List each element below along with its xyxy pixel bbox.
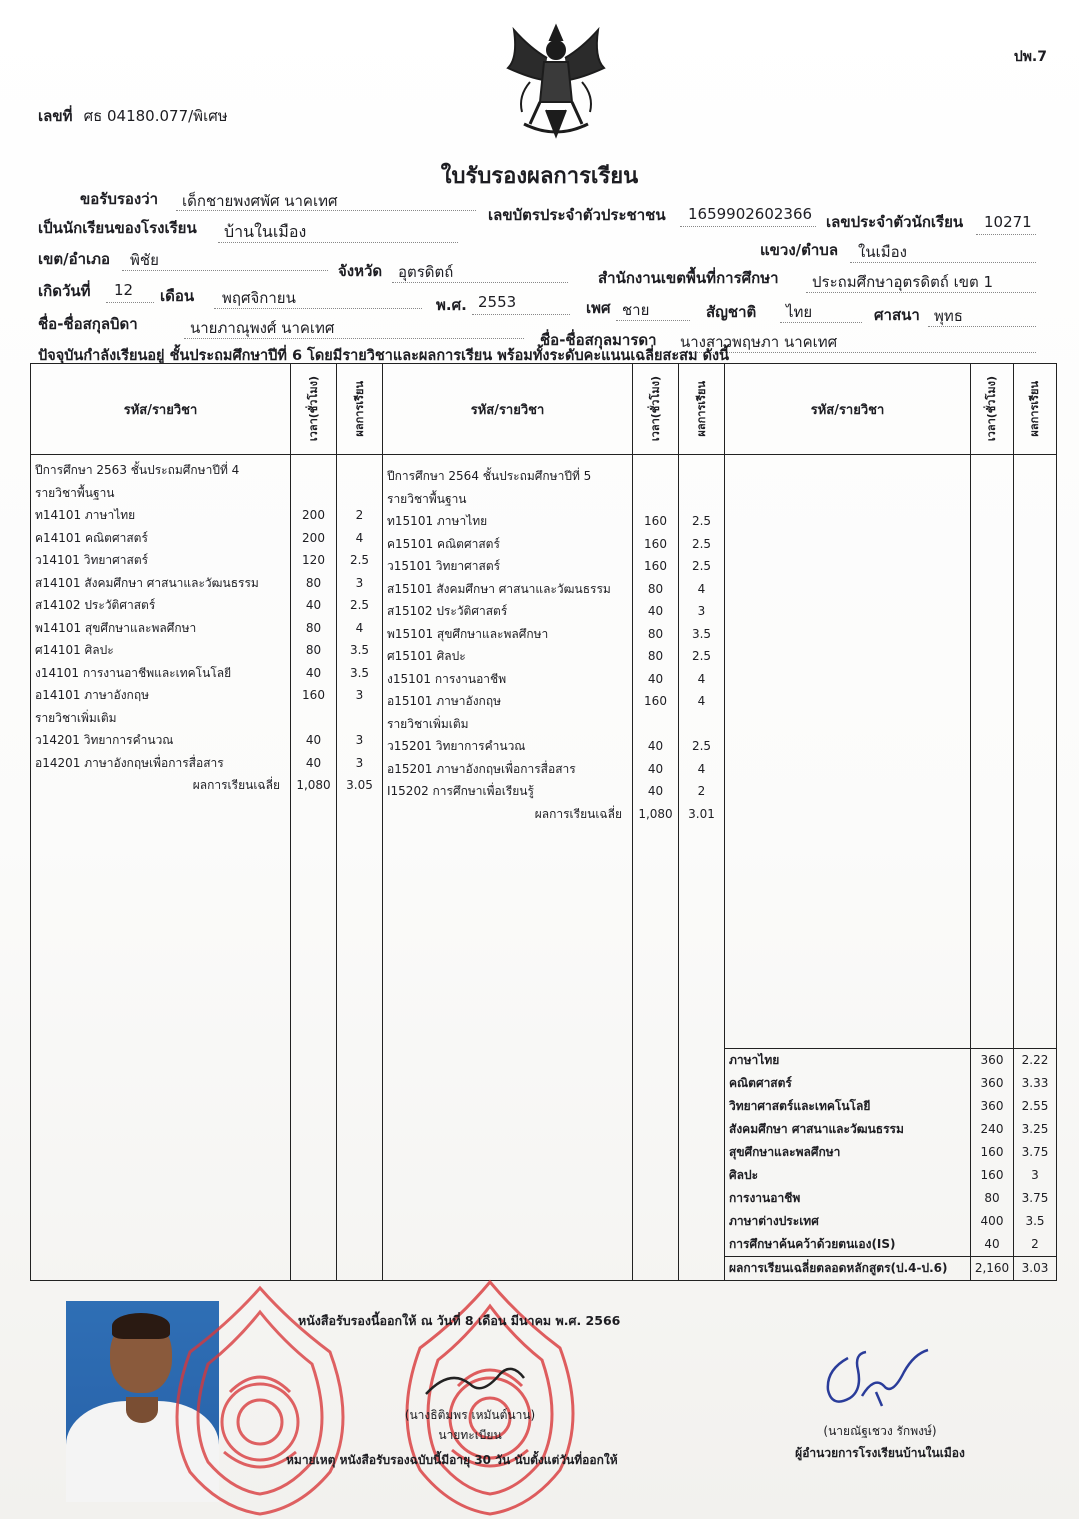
current-status: ปัจจุบันกำลังเรียนอยู่ ชั้นประถมศึกษาปีที่ 6 โดยมีรายวิชาและผลการเรียน พร้อมทั้งระดับคะแนนเฉลี่ยสะสม ดังนี้ [38, 348, 730, 364]
school-value: บ้านในเมือง [224, 222, 307, 241]
religion-label: ศาสนา [874, 306, 920, 324]
average-label: ผลการเรียนเฉลี่ย [192, 778, 280, 792]
area-office-label: สำนักงานเขตพื้นที่การศึกษา [598, 269, 779, 287]
summary-hours: 160 [980, 1145, 1004, 1159]
summary-grade: 3.75 [1021, 1191, 1049, 1205]
subject-name: รายวิชาเพิ่มเติม [35, 710, 117, 725]
birth-year-label: พ.ศ. [436, 296, 467, 314]
subject-grade: 3 [355, 688, 364, 702]
subject-grade: 2.5 [691, 739, 712, 753]
sex-value: ชาย [622, 301, 650, 319]
subject-grade [337, 707, 382, 730]
summary-subject: สังคมศึกษา ศาสนาและวัฒนธรรม [729, 1122, 904, 1136]
subject-name: อ14101 ภาษาอังกฤษ [35, 688, 149, 702]
col-hours-header: เวลา(ชั่วโมง) [306, 376, 320, 442]
garuda-emblem-icon [500, 18, 612, 146]
subject-name: ว15201 วิทยาการคำนวณ [387, 739, 526, 753]
subject-name: รายวิชาพื้นฐาน [35, 485, 115, 500]
issued-date: หนังสือรับรองนี้ออกให้ ณ วันที่ 8 เดือน มีนาคม พ.ศ. 2566 [298, 1313, 621, 1328]
subject-name: I15202 การศึกษาเพื่อเรียนรู้ [387, 784, 534, 798]
col-hours-header: เวลา(ชั่วโมง) [985, 376, 998, 442]
summary-hours: 40 [984, 1237, 1000, 1251]
year4-hours [291, 455, 337, 1281]
col-hours-header: เวลา(ชั่วโมง) [648, 376, 662, 442]
summary-hours: 400 [980, 1214, 1004, 1228]
summary-grade: 3.75 [1021, 1145, 1049, 1159]
subject-hours: 160 [644, 514, 667, 528]
subject-hours: 40 [647, 739, 664, 753]
subject-grade: 3 [355, 755, 364, 770]
subject-grade [679, 488, 724, 511]
subject-hours: 80 [647, 649, 664, 663]
subject-grade: 3.5 [691, 626, 712, 641]
spacer [679, 465, 724, 488]
subject-hours: 200 [302, 508, 325, 522]
subject-name: ว14201 วิทยาการคำนวณ [35, 733, 174, 747]
subject-hours [291, 707, 336, 730]
average-label: ผลการเรียนเฉลี่ย [534, 806, 622, 821]
subject-grade: 4 [697, 694, 706, 708]
year6-subjects [725, 455, 971, 1281]
subject-name: อ15201 ภาษาอังกฤษเพื่อการสื่อสาร [387, 761, 576, 776]
nationality-value: ไทย [786, 303, 813, 321]
subject-grade: 3 [697, 604, 706, 618]
mother-label: ชื่อ-ชื่อสกุลมารดา [540, 331, 657, 349]
subject-grade: 4 [697, 581, 706, 596]
subject-hours [633, 488, 678, 511]
subject-name: ส14101 สังคมศึกษา ศาสนาและวัฒนธรรม [35, 575, 259, 590]
grades-table [30, 363, 1057, 1281]
subject-grade: 3.5 [349, 643, 370, 657]
form-code: ปพ.7 [1013, 49, 1047, 65]
director-name: (นายณัฐเชวง รักพงษ์) [823, 1424, 937, 1438]
subject-hours: 160 [302, 688, 325, 702]
subject-hours: 160 [644, 694, 667, 708]
summary-grades [1014, 455, 1057, 1281]
subject-name: อ15101 ภาษาอังกฤษ [387, 694, 501, 708]
overall-label: ผลการเรียนเฉลี่ยตลอดหลักสูตร(ป.4-ป.6) [729, 1261, 948, 1275]
birth-month-label: เดือน [160, 287, 195, 305]
subject-name: ท15101 ภาษาไทย [387, 514, 488, 528]
subject-hours: 120 [302, 553, 325, 567]
subject-name: พ15101 สุขศึกษาและพลศึกษา [387, 626, 549, 641]
subject-hours: 160 [644, 536, 667, 551]
summary-subject: การศึกษาค้นคว้าด้วยตนเอง(IS) [729, 1237, 896, 1251]
year5-subjects [383, 455, 633, 1281]
subject-name: ส15102 ประวัติศาสตร์ [387, 604, 508, 618]
subject-name: รายวิชาพื้นฐาน [387, 491, 467, 506]
certify-label: ขอรับรองว่า [80, 190, 159, 208]
director-title: ผู้อำนวยการโรงเรียนบ้านในเมือง [795, 1446, 965, 1460]
average-hours: 1,080 [296, 778, 331, 792]
subject-grade: 3.5 [349, 665, 370, 680]
subject-hours: 80 [305, 643, 322, 657]
spacer [633, 465, 678, 488]
subject-grade: 4 [697, 671, 706, 686]
year-heading: ปีการศึกษา 2564 ชั้นประถมศึกษาปีที่ 5 [387, 469, 592, 483]
subject-hours: 200 [302, 530, 325, 545]
subject-grade: 3 [355, 575, 364, 590]
summary-grade: 3.25 [1021, 1122, 1049, 1136]
col-grade-header: ผลการเรียน [352, 381, 366, 437]
doc-number [38, 104, 228, 128]
nationality-label: สัญชาติ [706, 303, 757, 321]
subdistrict-label: แขวง/ตำบล [760, 241, 839, 259]
subject-hours [291, 482, 336, 505]
subject-hours: 40 [647, 784, 664, 798]
subject-grade: 2.5 [349, 598, 370, 612]
subject-grade: 2 [355, 508, 364, 522]
subject-name: ส15101 สังคมศึกษา ศาสนาและวัฒนธรรม [387, 581, 611, 596]
subject-hours: 40 [647, 604, 664, 618]
summary-subject: วิทยาศาสตร์และเทคโนโลยี [729, 1099, 871, 1113]
col-subject-header: รหัส/รายวิชา [725, 364, 971, 455]
subject-hours: 40 [305, 598, 322, 612]
school-label: เป็นนักเรียนของโรงเรียน [38, 219, 197, 237]
subject-hours: 80 [305, 575, 322, 590]
summary-subject: คณิตศาสตร์ [729, 1076, 792, 1090]
area-office-value: ประถมศึกษาอุตรดิตถ์ เขต 1 [812, 273, 994, 291]
subject-grade: 2.5 [349, 553, 370, 567]
summary-grade: 2 [1031, 1237, 1039, 1251]
subject-hours: 80 [647, 581, 664, 596]
col-subject-header: รหัส/รายวิชา [383, 364, 633, 455]
student-name: เด็กชายพงศพัศ นาคเทศ [182, 192, 338, 210]
summary-grade: 2.22 [1021, 1053, 1049, 1067]
summary-grade: 3 [1031, 1168, 1039, 1182]
subject-name: ค15101 คณิตศาสตร์ [387, 536, 500, 551]
registrar-title: นายทะเบียน [438, 1428, 502, 1442]
year5-grades [679, 455, 725, 1281]
summary-subject: ภาษาต่างประเทศ [729, 1214, 819, 1228]
average-grade: 3.01 [688, 806, 715, 821]
subject-grade: 3 [355, 733, 364, 747]
summary-subject: ศิลปะ [729, 1168, 759, 1182]
subject-grade: 2.5 [691, 514, 712, 528]
subject-hours: 40 [305, 733, 322, 747]
table-body-row [31, 455, 1057, 1281]
father-label: ชื่อ-ชื่อสกุลบิดา [38, 315, 138, 333]
subject-name: ง14101 การงานอาชีพและเทคโนโลยี [35, 665, 232, 680]
summary-hours: 360 [980, 1076, 1004, 1090]
mother-value: นางสาวพฤษภา นาคเทศ [680, 333, 838, 351]
subject-hours: 80 [305, 620, 322, 635]
subject-name: ศ14101 ศิลปะ [35, 643, 114, 657]
registrar-name: (นางธิติมพร เหมันต์นาน) [404, 1408, 536, 1422]
director-signature-icon [818, 1346, 934, 1416]
id-card-value: 1659902602366 [688, 205, 813, 223]
year-heading: ปีการศึกษา 2563 ชั้นประถมศึกษาปีที่ 4 [35, 463, 240, 477]
subject-hours: 40 [647, 671, 664, 686]
col-grade-header: ผลการเรียน [1028, 381, 1041, 437]
birth-day-label: เกิดวันที่ [38, 282, 91, 300]
student-id-label: เลขประจำตัวนักเรียน [826, 213, 964, 231]
subject-name: ศ15101 ศิลปะ [387, 649, 466, 663]
subject-name: อ14201 ภาษาอังกฤษเพื่อการสื่อสาร [35, 755, 224, 770]
summary-grade: 2.55 [1021, 1099, 1049, 1113]
overall-grade: 3.03 [1021, 1261, 1049, 1275]
summary-subject: ภาษาไทย [729, 1053, 780, 1067]
religion-value: พุทธ [934, 307, 963, 325]
summary-grade: 3.33 [1021, 1076, 1049, 1090]
year4-subjects [31, 455, 291, 1281]
average-hours: 1,080 [638, 806, 673, 821]
validity-note: หมายเหตุ หนังสือรับรองฉบับนี้มีอายุ 30 วัน นับตั้งแต่วันที่ออกให้ [286, 1453, 618, 1467]
subject-grade: 4 [355, 620, 364, 635]
subject-hours: 160 [644, 559, 667, 573]
student-id-value: 10271 [984, 213, 1032, 231]
overall-hours: 2,160 [974, 1261, 1010, 1275]
col-subject-header: รหัส/รายวิชา [31, 364, 291, 455]
doc-number-label: เลขที่ [38, 107, 73, 125]
subject-name: ง15101 การงานอาชีพ [387, 671, 507, 686]
subject-grade: 2.5 [691, 649, 712, 663]
summary-hours: 80 [984, 1191, 1000, 1205]
year5-hours [633, 455, 679, 1281]
subject-name: พ14101 สุขศึกษาและพลศึกษา [35, 620, 197, 635]
subject-name: ว14101 วิทยาศาสตร์ [35, 553, 149, 567]
subject-grade: 2.5 [691, 559, 712, 573]
birth-year-value: 2553 [478, 293, 517, 311]
subject-grade: 4 [697, 761, 706, 776]
province-value: อุตรดิตถ์ [398, 263, 454, 281]
summary-hours: 360 [980, 1053, 1004, 1067]
doc-number-value: ศธ 04180.077/พิเศษ [83, 107, 228, 125]
birth-month-value: พฤศจิกายน [222, 289, 296, 307]
province-label: จังหวัด [338, 262, 383, 280]
summary-grade: 3.5 [1025, 1214, 1045, 1228]
spacer [291, 459, 336, 482]
subject-name: ค14101 คณิตศาสตร์ [35, 530, 148, 545]
registrar-signature-icon [420, 1364, 530, 1404]
subject-name: ท14101 ภาษาไทย [35, 508, 136, 522]
subject-name: ว15101 วิทยาศาสตร์ [387, 559, 501, 573]
summary-hours: 160 [980, 1168, 1004, 1182]
subdistrict-value: ในเมือง [858, 243, 907, 261]
subject-name: รายวิชาเพิ่มเติม [387, 716, 469, 731]
subject-grade: 4 [355, 530, 364, 545]
subject-hours: 40 [647, 761, 664, 776]
father-value: นายภาณุพงศ์ นาคเทศ [190, 319, 335, 337]
table-header-row [31, 364, 1057, 455]
subject-name: ส14102 ประวัติศาสตร์ [35, 598, 156, 612]
subject-grade: 2 [697, 784, 706, 798]
birth-day-value: 12 [114, 281, 134, 299]
document-title: ใบรับรองผลการเรียน [440, 164, 639, 189]
subject-grade [337, 482, 382, 505]
summary-hours: 240 [980, 1122, 1004, 1136]
summary-hours [971, 455, 1014, 1281]
spacer [337, 459, 382, 482]
subject-hours: 80 [647, 626, 664, 641]
district-label: เขต/อำเภอ [38, 250, 111, 268]
id-card-label: เลขบัตรประจำตัวประชาชน [488, 206, 666, 224]
district-value: พิชัย [130, 251, 159, 269]
subject-hours: 40 [305, 665, 322, 680]
subject-grade [679, 713, 724, 736]
year4-grades [337, 455, 383, 1281]
subject-hours: 40 [305, 755, 322, 770]
subject-hours [633, 713, 678, 736]
subject-grade: 2.5 [691, 536, 712, 551]
summary-subject: การงานอาชีพ [729, 1191, 801, 1205]
summary-subject: สุขศึกษาและพลศึกษา [729, 1145, 841, 1159]
sex-label: เพศ [586, 299, 611, 317]
average-grade: 3.05 [346, 778, 373, 792]
summary-hours: 360 [980, 1099, 1004, 1113]
col-grade-header: ผลการเรียน [694, 381, 708, 437]
